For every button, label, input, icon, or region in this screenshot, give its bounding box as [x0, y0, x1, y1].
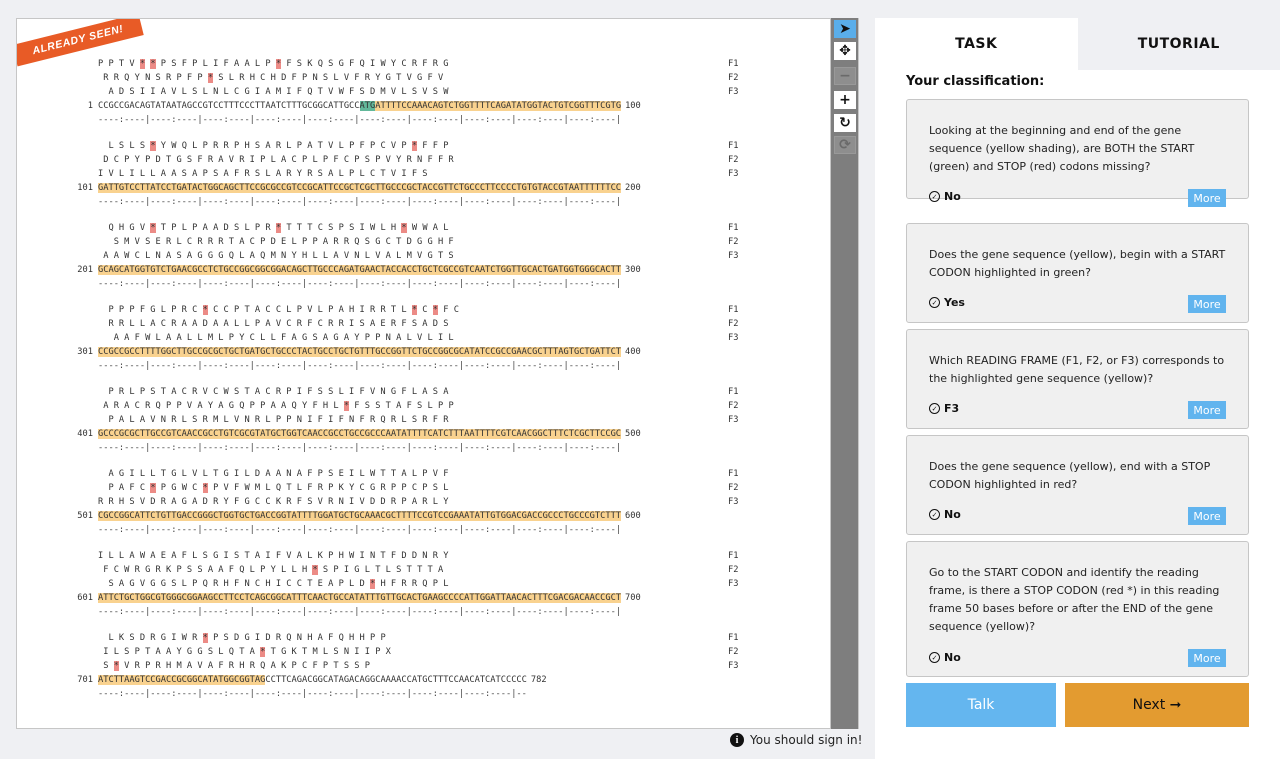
sequence-segment: Q H G V [98, 223, 151, 233]
question-card [906, 541, 1249, 677]
dna-sequence [98, 427, 621, 441]
zoom-out-icon[interactable]: − [834, 67, 856, 85]
move-icon[interactable]: ✥ [834, 42, 856, 60]
frame-1-translation [98, 631, 726, 645]
question-text: Which READING FRAME (F1, F2, or F3) corresponds to the highlighted gene sequence (yellow)? [929, 354, 1225, 385]
dna-row [17, 427, 831, 441]
stop-codon-mark: * [207, 73, 214, 83]
sequence-block [17, 139, 831, 221]
sequence-segment: F S S T A F S L P P [349, 401, 454, 411]
dna-row [17, 509, 831, 523]
frame-label: F3 [728, 661, 739, 671]
gene-segment: GATTGTCCTTATCCTGATACTGGCAGCTTCCGCGCCGTCCGCATTCCGCTCGCTTGCCCGCTACCGTTCTGCCCTTCCCCTGTGTACCGTAATTTTTTCC [98, 183, 622, 193]
frame-2-translation [98, 399, 726, 413]
sequence-area [17, 57, 831, 713]
end-position: 300 [625, 265, 641, 275]
frame-3-row [17, 167, 831, 181]
answer-label: Yes [944, 296, 965, 309]
sequence-segment: T T T C S P S I W L H [281, 223, 402, 233]
frame-label: F3 [728, 169, 739, 179]
frame-2-row [17, 399, 831, 413]
sequence-segment: W W A L [406, 223, 449, 233]
position-label: 601 [77, 593, 93, 603]
next-button[interactable]: Next ➞ [1065, 683, 1249, 727]
end-position: 100 [625, 101, 641, 111]
position-label: 301 [77, 347, 93, 357]
sequence-segment: P R L P S T A C R V C W S T A C R P I F S S L I F V N G F L A S A [98, 387, 449, 397]
frame-3-row [17, 577, 831, 591]
sequence-segment: S L R H C H D F P N S L V F R Y G T V G F V [213, 73, 444, 83]
more-button[interactable]: More [1188, 507, 1226, 525]
sequence-segment: P S F P L I F A A L P [155, 59, 276, 69]
sequence-segment: P P T V [98, 59, 140, 69]
sequence-block [17, 467, 831, 549]
ruler-row [17, 605, 831, 619]
frame-2-row [17, 317, 831, 331]
frame-label: F1 [728, 305, 739, 315]
frame-1-translation [98, 549, 726, 563]
gene-segment: ATTTTCCAAACAGTCTGGTTTTCAGATATGGTACTGTCGGTTTCGTG [375, 101, 622, 111]
sequence-block [17, 631, 831, 713]
frame-3-translation [98, 331, 726, 345]
frame-1-row [17, 385, 831, 399]
zoom-in-icon[interactable]: + [834, 91, 856, 109]
frame-3-translation [98, 659, 726, 673]
frame-3-row [17, 85, 831, 99]
ruler: ----:----|----:----|----:----|----:----|----:----|----:----|----:----|----:----|----:----|----:----| [98, 197, 622, 207]
end-position: 600 [625, 511, 641, 521]
task-panel [875, 18, 1280, 759]
viewer-toolbar [831, 18, 859, 729]
gene-segment: ATCTTAAGTCCGACCGCGGCATATGGCGGTAG [98, 675, 266, 685]
frame-3-row [17, 413, 831, 427]
frame-label: F1 [728, 223, 739, 233]
end-position: 200 [625, 183, 641, 193]
frame-2-translation [98, 235, 726, 249]
question-text: Looking at the beginning and end of the gene sequence (yellow shading), are BOTH the START (green) and STOP (red) codons missing? [929, 124, 1195, 173]
stop-codon-mark: * [312, 565, 318, 575]
sequence-segment: S [98, 661, 114, 671]
position-label: 401 [77, 429, 93, 439]
check-icon: ✓ [929, 403, 940, 414]
ruler: ----:----|----:----|----:----|----:----|----:----|----:----|----:----|----:----|-- [98, 689, 527, 699]
dna-sequence [98, 673, 527, 687]
question-card [906, 329, 1249, 429]
sequence-segment: Y W Q L P R R P H S A R L P A T V L P F P C V P [155, 141, 412, 151]
gene-segment: GCCCGCGCTTGCCGTCAACCGCCTGTCGCGTATGCTGGTCAACCGCCTGCCGCCCAATATTTTCATCTTTAATTTTCGTCAACGGCTTTCTCGCTTCCGC [98, 429, 622, 439]
frame-label: F3 [728, 579, 739, 589]
classification-title: Your classification: [906, 74, 1045, 89]
tabs [875, 18, 1280, 70]
more-button[interactable]: More [1188, 189, 1226, 207]
frame-label: F2 [728, 647, 739, 657]
sequence-viewer[interactable] [16, 18, 831, 729]
end-position: 500 [625, 429, 641, 439]
sequence-segment: S M V S E R L C R R R T A C P D E L P P A R R Q S G C T D G G H F [98, 237, 454, 247]
ruler: ----:----|----:----|----:----|----:----|----:----|----:----|----:----|----:----|----:----|----:----| [98, 361, 622, 371]
signin-notice[interactable] [730, 731, 862, 749]
frame-3-translation [98, 413, 726, 427]
frame-label: F3 [728, 333, 739, 343]
sequence-segment: H F R R Q P L [375, 579, 449, 589]
frame-label: F1 [728, 141, 739, 151]
tab-task[interactable]: TASK [875, 18, 1078, 70]
stop-codon-mark: * [113, 661, 119, 671]
answer-label: F3 [944, 402, 960, 415]
frame-2-row [17, 235, 831, 249]
end-position: 782 [530, 675, 547, 685]
frame-label: F3 [728, 415, 739, 425]
frame-2-translation [98, 153, 726, 167]
position-label: 201 [77, 265, 93, 275]
stop-codon-mark: * [411, 305, 418, 315]
frame-1-row [17, 549, 831, 563]
frame-2-row [17, 481, 831, 495]
frame-label: F1 [728, 59, 739, 69]
sequence-block [17, 549, 831, 631]
dna-row [17, 263, 831, 277]
end-position: 400 [625, 347, 641, 357]
question-text: Does the gene sequence (yellow), end with a STOP CODON highlighted in red? [929, 460, 1211, 491]
sequence-segment: A A W C L N A S A G G G Q L A Q M N Y H L L A V N L V A L M V G T S [98, 251, 454, 261]
frame-3-translation [98, 577, 726, 591]
sequence-segment: F C W R G R K P S S A A F Q L P Y L L H [98, 565, 313, 575]
position-label: 701 [77, 675, 93, 685]
frame-3-row [17, 249, 831, 263]
gene-segment: CCGCCGCCTTTTGGCTTGCCGCGCTGCTGATGCTGCCCTACTGCCTGCTGTTTGCCGGTTCTGCCGGCGCATATCCGCCGAACGCTTTAGTGCTGATTCT [98, 347, 622, 357]
signin-text: You should sign in! [750, 733, 863, 747]
stop-codon-mark: * [275, 223, 282, 233]
sequence-block [17, 303, 831, 385]
ruler-row [17, 195, 831, 209]
frame-label: F2 [728, 319, 739, 329]
sequence-segment: P S D G I D R Q N H A F Q H H P P [207, 633, 386, 643]
sequence-segment: T G K T M L S N I I P X [265, 647, 391, 657]
frame-3-translation [98, 85, 726, 99]
frame-label: F3 [728, 497, 739, 507]
info-icon: i [730, 733, 744, 747]
answer [929, 651, 961, 664]
answer-label: No [944, 190, 961, 203]
ruler-row [17, 441, 831, 455]
sequence-segment: P A F C [98, 483, 151, 493]
gene-segment: ATTCTGCTGGCGTGGGCGGAAGCCTTCCTCAGCGGCATTTCAACTGCCATATTTGTTGCACTGAAGCCCCATTGGATTAACACTTTCGACGACAACCGCT [98, 593, 622, 603]
stop-codon-mark: * [139, 59, 146, 69]
sequence-segment: P V F W M L Q T L F R P K Y C G R P P C P S L [207, 483, 449, 493]
refresh-icon[interactable]: ⟳ [834, 136, 856, 154]
stop-codon-mark: * [432, 305, 438, 315]
question-text: Go to the START CODON and identify the reading frame, is there a STOP CODON (red *) in this reading frame 50 bases before or after the END of the gene sequence (yellow)? [929, 566, 1220, 633]
answer-label: No [944, 508, 961, 521]
already-seen-banner: ALREADY SEEN! [16, 18, 144, 66]
question-text: Does the gene sequence (yellow), begin with a START CODON highlighted in green? [929, 248, 1226, 279]
frame-2-translation [98, 317, 726, 331]
frame-1-translation [98, 303, 726, 317]
sequence-segment: A R A C R Q P P V A Y A G Q P P A A Q Y F H L [98, 401, 344, 411]
sequence-segment: I V L I L L A A S A P S A F R S L A R Y R S A L P L C T V I F S [98, 169, 428, 179]
check-icon: ✓ [929, 509, 940, 520]
ruler: ----:----|----:----|----:----|----:----|----:----|----:----|----:----|----:----|----:----|----:----| [98, 525, 622, 535]
frame-label: F2 [728, 155, 739, 165]
frame-2-row [17, 645, 831, 659]
stop-codon-mark: * [260, 647, 266, 657]
sequence-segment: F C [438, 305, 459, 315]
ruler: ----:----|----:----|----:----|----:----|----:----|----:----|----:----|----:----|----:----|----:----| [98, 115, 622, 125]
ruler-row [17, 687, 831, 701]
sequence-segment: T P L P A A D S L P R [155, 223, 276, 233]
sequence-segment: I L S P T A A Y G G S L Q T A [98, 647, 261, 657]
check-icon: ✓ [929, 191, 940, 202]
sequence-segment: P A L A V N R L S R M L V N R L P P N I F I F N F R Q R L S R F R [98, 415, 449, 425]
frame-1-row [17, 303, 831, 317]
frame-1-row [17, 631, 831, 645]
answer [929, 190, 961, 203]
stop-codon-mark: * [150, 141, 156, 151]
dna-sequence [98, 99, 621, 113]
stop-codon-mark: * [369, 579, 376, 589]
frame-1-translation [98, 139, 726, 153]
frame-label: F1 [728, 469, 739, 479]
sequence-segment: F S K Q S G F Q I W Y C R F R G [281, 59, 449, 69]
frame-1-translation [98, 221, 726, 235]
frame-3-row [17, 659, 831, 673]
more-button[interactable]: More [1188, 649, 1226, 667]
frame-2-translation [98, 645, 726, 659]
sequence-segment: R R L L A C R A A D A A L L P A V C R F C R R I S A E R F S A D S [98, 319, 449, 329]
answer [929, 508, 961, 521]
question-card [906, 223, 1249, 323]
sequence-block [17, 385, 831, 467]
position-label: 1 [87, 101, 93, 111]
stop-codon-mark: * [202, 305, 208, 315]
stop-codon-mark: * [411, 141, 418, 151]
stop-codon-mark: * [202, 483, 208, 493]
frame-3-row [17, 331, 831, 345]
frame-3-translation [98, 249, 726, 263]
sequence-segment: L S L S [98, 141, 151, 151]
answer [929, 402, 959, 415]
position-label: 501 [77, 511, 93, 521]
sequence-segment: R R H S V D R A G A D R Y F G C C K R F S V R N I V D D R P A R L Y [98, 497, 449, 507]
frame-label: F2 [728, 73, 739, 83]
dna-sequence [98, 263, 621, 277]
frame-1-translation [98, 385, 726, 399]
sequence-segment: CCTTCAGACGGCATAGACAGGCAAAACCATGCTTTCCAACATCATCCCCC [265, 675, 527, 685]
sequence-segment: A D S I I A V L S L N L C G I A M I F Q T V W F S D M V L S V S W [98, 87, 449, 97]
dna-row [17, 181, 831, 195]
position-label: 101 [77, 183, 93, 193]
sequence-segment: C [417, 305, 433, 315]
sequence-segment: D C P Y P D T G S F R A V R I P L A C P L P F C P S P V Y R N F F R [98, 155, 454, 165]
frame-label: F3 [728, 87, 739, 97]
frame-label: F2 [728, 401, 739, 411]
stop-codon-mark: * [150, 59, 156, 69]
gene-segment: CGCCGGCATTCTGTTGACCGGGCTGGTGCTGACCGGTATTTTGGATGCTGCAAACGCTTTTCCGTCCGAAATATTGTGGACGACCGCCCTGCCCGTCTTT [98, 511, 622, 521]
frame-3-translation [98, 167, 726, 181]
dna-row [17, 673, 831, 687]
dna-row [17, 99, 831, 113]
end-position: 700 [625, 593, 641, 603]
answer [929, 296, 965, 309]
sequence-segment: I L L A W A E A F L S G I S T A I F V A L K P H W I N T F D D N R Y [98, 551, 449, 561]
frame-2-row [17, 71, 831, 85]
sequence-segment: CCGCCGACAGTATAATAGCCGTCCTTTCCCTTAATCTTTGCGGCATTGCC [98, 101, 360, 111]
frame-2-translation [98, 481, 726, 495]
question-card [906, 99, 1249, 205]
frame-label: F1 [728, 551, 739, 561]
ruler: ----:----|----:----|----:----|----:----|----:----|----:----|----:----|----:----|----:----|----:----| [98, 607, 622, 617]
ruler-row [17, 523, 831, 537]
sequence-segment: L K S D R G I W R [98, 633, 203, 643]
frame-1-row [17, 139, 831, 153]
frame-label: F2 [728, 565, 739, 575]
more-button[interactable]: More [1188, 401, 1226, 419]
dna-sequence [98, 345, 621, 359]
frame-2-translation [98, 71, 726, 85]
frame-1-row [17, 467, 831, 481]
sequence-segment: S A G V G G S L P Q R H F N C H I C C T E A P L D [98, 579, 370, 589]
frame-1-translation [98, 467, 726, 481]
ruler: ----:----|----:----|----:----|----:----|----:----|----:----|----:----|----:----|----:----|----:----| [98, 443, 622, 453]
ruler-row [17, 113, 831, 127]
sequence-segment: R R Q Y N S R P F P [98, 73, 208, 83]
ruler: ----:----|----:----|----:----|----:----|----:----|----:----|----:----|----:----|----:----|----:----| [98, 279, 622, 289]
stop-codon-mark: * [202, 633, 208, 643]
sequence-segment: V R P R H M A V A F R H R Q A K P C F P T S S P [118, 661, 370, 671]
sequence-segment: C C P T A C C L P V L P A H I R R T L [207, 305, 412, 315]
sequence-block [17, 221, 831, 303]
ruler-row [17, 359, 831, 373]
tab-tutorial[interactable]: TUTORIAL [1078, 18, 1280, 70]
dna-sequence [98, 509, 621, 523]
ruler-row [17, 277, 831, 291]
gene-segment: GCAGCATGGTGTCTGAACGCCTCTGCCGGCGGCGGACAGCTTGCCCAGATGAACTACCACCTGCTCGCCGTCAATCTGGTTGCACTGATGGTGGGCACTT [98, 265, 622, 275]
stop-codon-mark: * [401, 223, 407, 233]
frame-2-row [17, 153, 831, 167]
pointer-icon[interactable]: ➤ [834, 20, 856, 38]
sequence-segment: P G W C [155, 483, 203, 493]
frame-label: F1 [728, 387, 739, 397]
stop-codon-mark: * [343, 401, 350, 411]
check-icon: ✓ [929, 297, 940, 308]
start-codon: ATG [359, 101, 376, 111]
sequence-segment: P P P F G L P R C [98, 305, 203, 315]
check-icon: ✓ [929, 652, 940, 663]
frame-label: F3 [728, 251, 739, 261]
reset-icon[interactable]: ↻ [834, 114, 856, 132]
frame-2-row [17, 563, 831, 577]
sequence-block [17, 57, 831, 139]
dna-sequence [98, 181, 621, 195]
frame-1-row [17, 57, 831, 71]
question-card [906, 435, 1249, 535]
dna-row [17, 345, 831, 359]
stop-codon-mark: * [150, 483, 156, 493]
frame-3-translation [98, 495, 726, 509]
dna-sequence [98, 591, 621, 605]
frame-2-translation [98, 563, 726, 577]
sequence-segment: S P I G L T L S T T T A [317, 565, 444, 575]
frame-label: F1 [728, 633, 739, 643]
answer-label: No [944, 651, 961, 664]
stop-codon-mark: * [150, 223, 156, 233]
dna-row [17, 591, 831, 605]
frame-label: F2 [728, 483, 739, 493]
sequence-segment: A A F W L A A L L M L P Y C L L F A G S A G A Y P P N A L V L I L [98, 333, 454, 343]
sequence-segment: F F P [417, 141, 449, 151]
talk-button[interactable]: Talk [906, 683, 1056, 727]
stop-codon-mark: * [275, 59, 282, 69]
more-button[interactable]: More [1188, 295, 1226, 313]
frame-3-row [17, 495, 831, 509]
frame-1-translation [98, 57, 726, 71]
sequence-segment: A G I L L T G L V L T G I L D A A N A F P S E I L W T T A L P V F [98, 469, 449, 479]
frame-1-row [17, 221, 831, 235]
frame-label: F2 [728, 237, 739, 247]
